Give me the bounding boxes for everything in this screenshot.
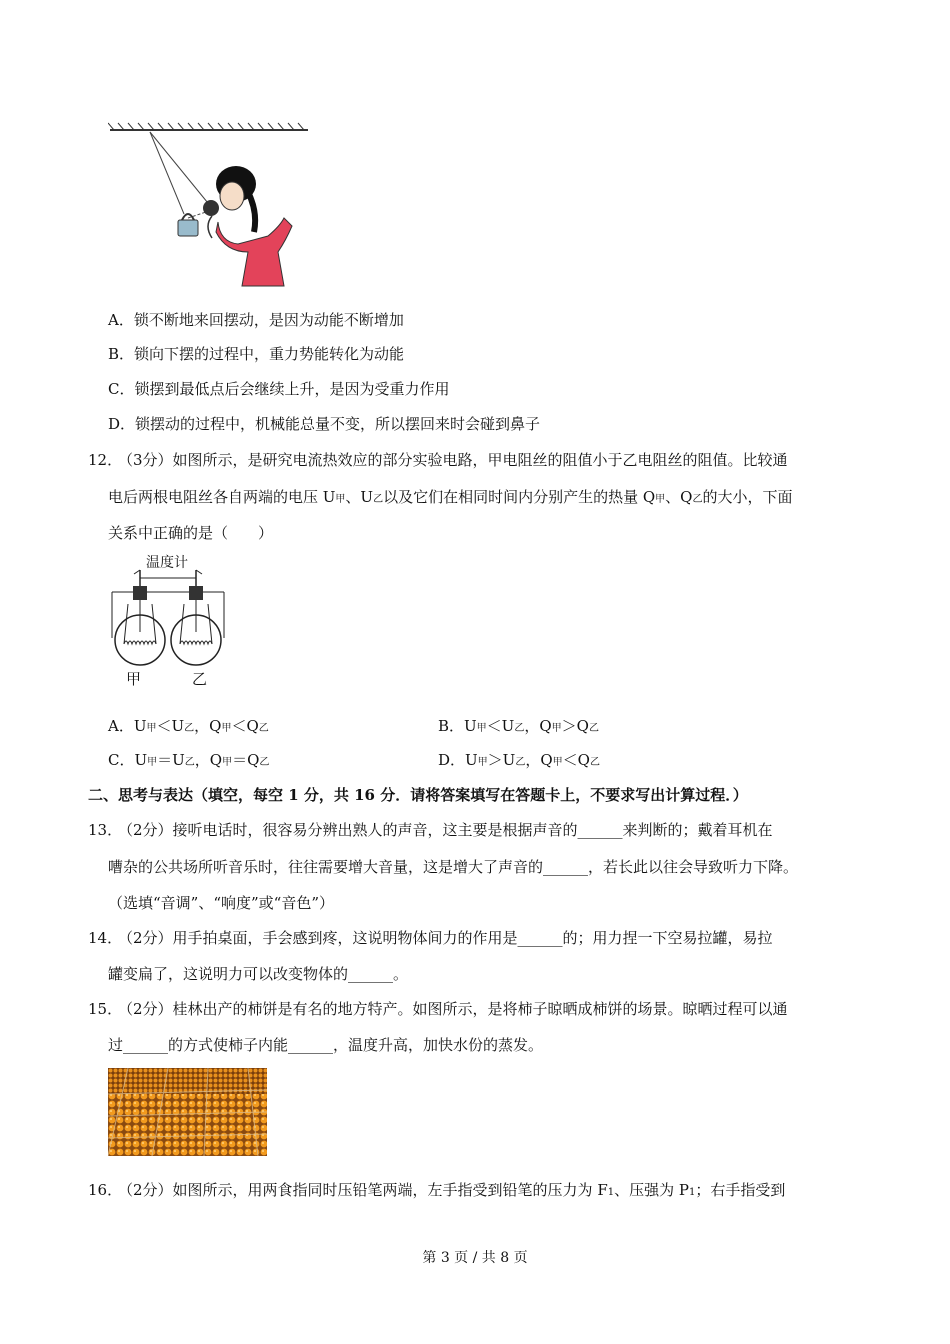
q12-line3: 关系中正确的是（ ） [108,524,274,542]
flask-label-jia: 甲 [126,670,142,688]
q11-option-c: C．锁摆到最低点后会继续上升，是因为受重力作用 [108,380,450,398]
flask-label-yi: 乙 [192,670,208,688]
q12-option-c: C．U甲＝U乙，Q甲＝Q乙 [108,751,270,769]
q12-line2: 电后两根电阻丝各自两端的电压 U甲、U乙以及它们在相同时间内分别产生的热量 Q甲、Q乙的大小，下面 [108,488,793,506]
q15-line2: 过______的方式使柿子内能______，温度升高，加快水份的蒸发。 [108,1036,544,1054]
q14-line2: 罐变扁了，这说明力可以改变物体的______。 [108,965,409,983]
q12-number: 12． [88,451,123,469]
flasks-drawing [108,568,238,668]
q12-option-d: D．U甲＞U乙，Q甲＜Q乙 [438,751,600,769]
q12-line1: （3分）如图所示，是研究电流热效应的部分实验电路，甲电阻丝的阻值小于乙电阻丝的阻值。比较通 [118,451,788,469]
pendulum-figure [108,122,308,290]
q13-line3: （选填“音调”、“响度”或“音色”） [108,894,335,912]
q15-number: 15． [88,1000,123,1018]
q13-number: 13． [88,821,123,839]
thermometer-label: 温度计 [146,555,188,571]
q14-number: 14． [88,929,123,947]
q15-line1: （2分）桂林出产的柿饼是有名的地方特产。如图所示，是将柿子晾晒成柿饼的场景。晾晒过程可以通 [118,1000,788,1018]
q11-option-d: D．锁摆动的过程中，机械能总量不变，所以摆回来时会碰到鼻子 [108,415,541,433]
q11-option-b: B．锁向下摆的过程中，重力势能转化为动能 [108,345,405,363]
section-2-heading: 二、思考与表达（填空，每空 1 分，共 16 分．请将答案填写在答题卡上，不要求写出计算过程．） [88,786,748,804]
persimmon-drying-photo [108,1068,267,1156]
q12-option-a: A．U甲＜U乙，Q甲＜Q乙 [108,717,269,735]
q16-number: 16． [88,1181,123,1199]
thermometer-flasks-figure [108,548,238,690]
q11-option-a: A．锁不断地来回摆动，是因为动能不断增加 [108,311,404,329]
q14-line1: （2分）用手拍桌面，手会感到疼，这说明物体间力的作用是______的；用力捏一下空易拉罐，易拉 [118,929,773,947]
q16-line1: （2分）如图所示，用两食指同时压铅笔两端，左手指受到铅笔的压力为 F1、压强为 P1；右手指受到 [118,1181,786,1199]
q13-line1: （2分）接听电话时，很容易分辨出熟人的声音，这主要是根据声音的______来判断的；戴着耳机在 [118,821,773,839]
page-footer: 第 3 页 / 共 8 页 [422,1250,528,1266]
q13-line2: 嘈杂的公共场所听音乐时，往往需要增大音量，这是增大了声音的______，若长此以往会导致听力下降。 [108,858,799,876]
q12-option-b: B．U甲＜U乙，Q甲＞Q乙 [438,717,599,735]
